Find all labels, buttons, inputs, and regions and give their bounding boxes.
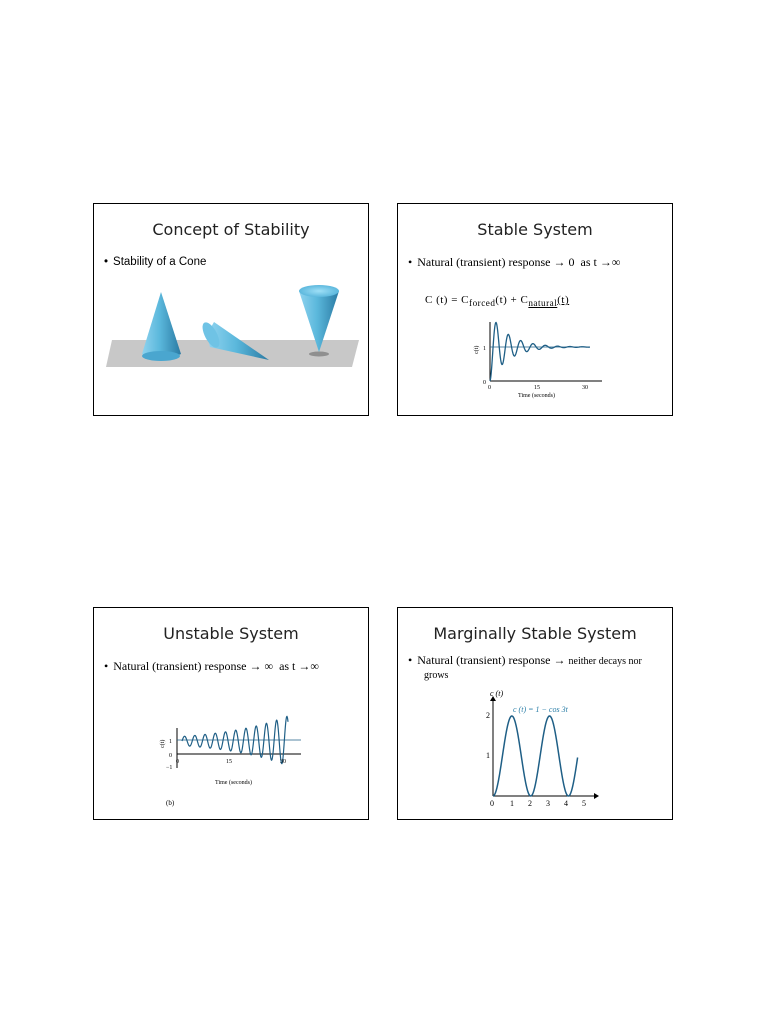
- y-tick-0: 0: [483, 380, 486, 386]
- cones-illustration: [94, 204, 370, 417]
- y-tick-1: 1: [483, 346, 486, 352]
- slide-title: Marginally Stable System: [433, 624, 637, 643]
- arrow-symbol: →: [553, 653, 566, 667]
- x-axis-label: Time (seconds): [518, 393, 555, 399]
- forced-subscript: forced: [469, 298, 496, 309]
- x-axis-label: Time (seconds): [215, 780, 252, 786]
- upright-cone: [142, 292, 181, 361]
- slide-title: Concept of Stability: [152, 220, 310, 239]
- y-tick-0: 0: [169, 753, 172, 759]
- slide-concept-of-stability: [93, 203, 369, 416]
- x-tick-4: 4: [564, 799, 568, 808]
- marginal-curve: [493, 716, 578, 796]
- limit-value: 0: [568, 255, 575, 269]
- y-tick-1: 1: [169, 739, 172, 745]
- arrow-symbol: →: [553, 255, 566, 269]
- slide-unstable-system: [93, 607, 369, 820]
- x-tick-15: 15: [534, 385, 540, 391]
- y-tick-neg1: −1: [166, 765, 173, 771]
- x-axis-arrow: [594, 793, 599, 799]
- bullet-tail: neither decays nor: [568, 656, 642, 667]
- slide-stable-system: [397, 203, 673, 416]
- bullet-dot: •: [408, 255, 413, 269]
- y-axis-label: c (t): [490, 689, 504, 698]
- stable-response-plot: [398, 204, 674, 417]
- slide-title: Stable System: [477, 220, 593, 239]
- x-tick-30: 30: [280, 759, 286, 765]
- x-tick-0: 0: [488, 385, 491, 391]
- limit-condition: as t →∞: [580, 255, 621, 269]
- bullet-text: Natural (transient) response: [113, 659, 247, 673]
- bullet-dot: •: [408, 653, 413, 667]
- marginal-response-plot: [398, 608, 674, 821]
- x-tick-5: 5: [582, 799, 586, 808]
- stable-curve: [490, 322, 590, 381]
- x-tick-3: 3: [546, 799, 550, 808]
- formula-end: (t): [557, 294, 570, 306]
- formula-lhs: C (t) = C: [425, 294, 470, 306]
- panel-label: (b): [166, 799, 175, 807]
- bullet-text: Natural (transient) response: [417, 255, 551, 269]
- y-axis-label: c(t): [160, 739, 166, 748]
- limit-condition: as t →∞: [279, 659, 319, 673]
- x-tick-30: 30: [582, 385, 588, 391]
- x-tick-1: 1: [510, 799, 514, 808]
- x-tick-15: 15: [226, 759, 232, 765]
- x-tick-2: 2: [528, 799, 532, 808]
- natural-subscript: natural: [528, 298, 558, 309]
- bullet-dot: •: [104, 256, 109, 268]
- y-tick-2: 2: [486, 711, 490, 720]
- bullet-text: Stability of a Cone: [113, 256, 207, 268]
- x-tick-0: 0: [490, 799, 494, 808]
- x-tick-0: 0: [176, 759, 179, 765]
- formula-mid: (t) + C: [495, 294, 529, 306]
- x-ticks: [490, 799, 586, 808]
- unstable-response-plot: [94, 608, 370, 821]
- limit-value: ∞: [264, 659, 274, 673]
- y-tick-1: 1: [486, 751, 490, 760]
- arrow-symbol: →: [249, 659, 262, 673]
- slide-marginally-stable-system: [397, 607, 673, 820]
- bullet-dot: •: [104, 659, 109, 673]
- bullet-text: Natural (transient) response: [417, 653, 551, 667]
- y-axis-label: c(t): [474, 345, 480, 354]
- slide-title: Unstable System: [163, 624, 299, 643]
- equation-label: c (t) = 1 − cos 3t: [513, 705, 568, 714]
- bullet-line2: grows: [424, 670, 449, 681]
